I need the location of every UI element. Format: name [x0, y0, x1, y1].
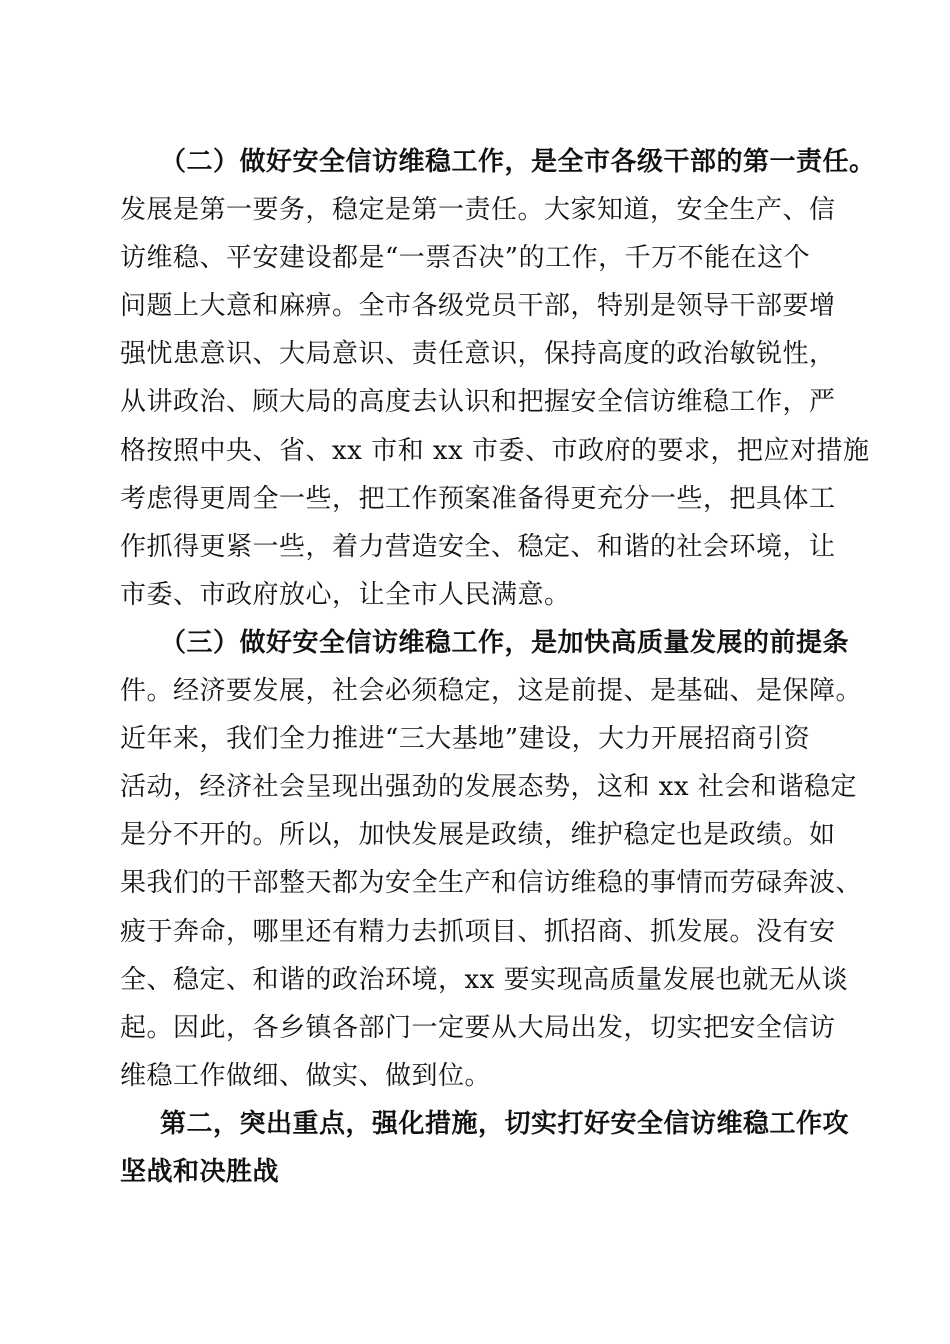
document-body — [120, 138, 876, 1196]
paragraph-line: 疲于奔命，哪里还有精力去抓项目、抓招商、抓发展。没有安 — [120, 916, 836, 947]
paragraph-line: 件。经济要发展，社会必须稳定，这是前提、是基础、是保障。 — [120, 676, 863, 707]
paragraph-responsibility — [120, 138, 876, 619]
heading-line: 第二，突出重点，强化措施，切实打好安全信访维稳工作攻 — [160, 1108, 850, 1139]
paragraph-line: 全、稳定、和谐的政治环境，xx 要实现高质量发展也就无从谈 — [120, 964, 849, 995]
paragraph-line: 作抓得更紧一些，着力营造安全、稳定、和谐的社会环境，让 — [120, 531, 836, 562]
paragraph-line: 市委、市政府放心，让全市人民满意。 — [120, 579, 571, 610]
paragraph-line: 活动，经济社会呈现出强劲的发展态势，这和 xx 社会和谐稳定 — [120, 772, 857, 803]
paragraph-line: 近年来，我们全力推进“三大基地”建设，大力开展招商引资 — [120, 724, 811, 755]
paragraph-development-precondition — [120, 619, 863, 1100]
paragraph-line: （三）做好安全信访维稳工作，是加快高质量发展的前提条 — [160, 627, 850, 658]
paragraph-line: （二）做好安全信访维稳工作，是全市各级干部的第一责任。 — [160, 147, 876, 177]
paragraph-line: 发展是第一要务，稳定是第一责任。大家知道，安全生产、信 — [120, 195, 836, 226]
paragraph-line: 果我们的干部整天都为安全生产和信访维稳的事情而劳碌奔波、 — [120, 868, 863, 899]
paragraph-line: 强忧患意识、大局意识、责任意识，保持高度的政治敏锐性， — [120, 339, 836, 370]
paragraph-line: 维稳工作做细、做实、做到位。 — [120, 1060, 492, 1091]
paragraph-line: 格按照中央、省、xx 市和 xx 市委、市政府的要求，把应对措施 — [120, 435, 870, 466]
paragraph-line: 起。因此，各乡镇各部门一定要从大局出发，切实把安全信访 — [120, 1012, 836, 1043]
paragraph-line: 是分不开的。所以，加快发展是政绩，维护稳定也是政绩。如 — [120, 820, 836, 851]
heading-line: 坚战和决胜战 — [120, 1156, 280, 1187]
paragraph-line: 访维稳、平安建设都是“一票否决”的工作，千万不能在这个 — [120, 243, 811, 274]
paragraph-line: 从讲政治、顾大局的高度去认识和把握安全信访维稳工作，严 — [120, 387, 836, 418]
section-heading — [120, 1100, 850, 1196]
paragraph-line: 考虑得更周全一些，把工作预案准备得更充分一些，把具体工 — [120, 483, 836, 514]
paragraph-line: 问题上大意和麻痹。全市各级党员干部，特别是领导干部要增 — [120, 291, 836, 322]
